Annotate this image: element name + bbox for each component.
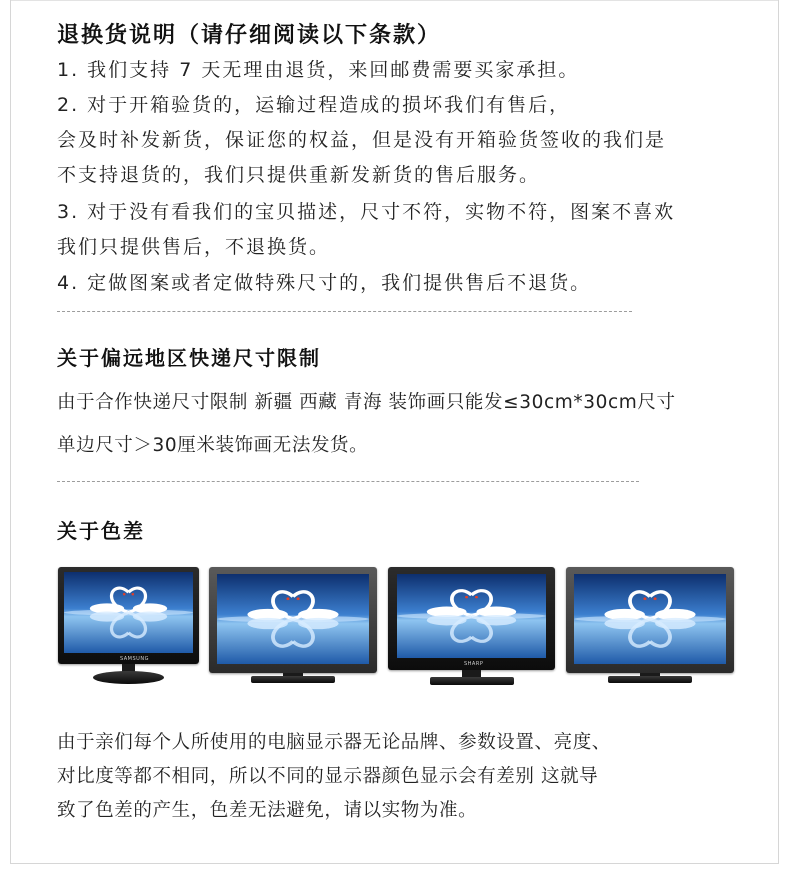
returns-title: 退换货说明（请仔细阅读以下条款） [57, 22, 442, 48]
divider-2 [57, 481, 639, 482]
returns-line-6: 我们只提供售后，不退换货。 [57, 236, 331, 258]
monitor-4-base [608, 676, 692, 683]
monitor-1 [58, 567, 199, 685]
returns-line-5: 3. 对于没有看我们的宝贝描述，尺寸不符，实物不符，图案不喜欢 [57, 201, 676, 223]
returns-line-7: 4. 定做图案或者定做特殊尺寸的，我们提供售后不退货。 [57, 272, 592, 294]
color-line-2: 对比度等都不相同，所以不同的显示器颜色显示会有差别 这就导 [57, 766, 599, 787]
color-title: 关于色差 [57, 519, 145, 543]
returns-line-2: 2. 对于开箱验货的，运输过程造成的损坏我们有售后， [57, 94, 571, 116]
monitor-3 [388, 567, 555, 687]
monitor-2-screen [217, 574, 369, 664]
shipping-line-2: 单边尺寸＞30厘米装饰画无法发货。 [57, 435, 369, 456]
returns-line-1: 1. 我们支持 7 天无理由退货，来回邮费需要买家承担。 [57, 59, 580, 81]
returns-line-4: 不支持退货的，我们只提供重新发新货的售后服务。 [57, 164, 541, 186]
monitor-1-base [93, 671, 164, 684]
shipping-line-1: 由于合作快递尺寸限制 新疆 西藏 青海 装饰画只能发≤30cm*30cm尺寸 [57, 392, 676, 413]
returns-line-3: 会及时补发新货，保证您的权益，但是没有开箱验货签收的我们是 [57, 129, 667, 151]
monitor-4 [566, 567, 734, 685]
monitor-2 [209, 567, 377, 685]
color-line-3: 致了色差的产生，色差无法避免，请以实物为准。 [57, 800, 478, 821]
monitor-1-screen [64, 572, 193, 653]
color-line-1: 由于亲们每个人所使用的电脑显示器无论品牌、参数设置、亮度、 [57, 732, 611, 753]
monitor-4-screen [574, 574, 726, 664]
monitor-2-base [251, 676, 335, 683]
divider-1 [57, 311, 632, 312]
monitor-1-brand: SAMSUNG [120, 656, 149, 662]
monitor-3-screen [397, 574, 546, 658]
monitor-3-brand: SHARP [464, 661, 484, 667]
monitor-3-base [430, 677, 514, 685]
shipping-title: 关于偏远地区快递尺寸限制 [57, 346, 321, 370]
